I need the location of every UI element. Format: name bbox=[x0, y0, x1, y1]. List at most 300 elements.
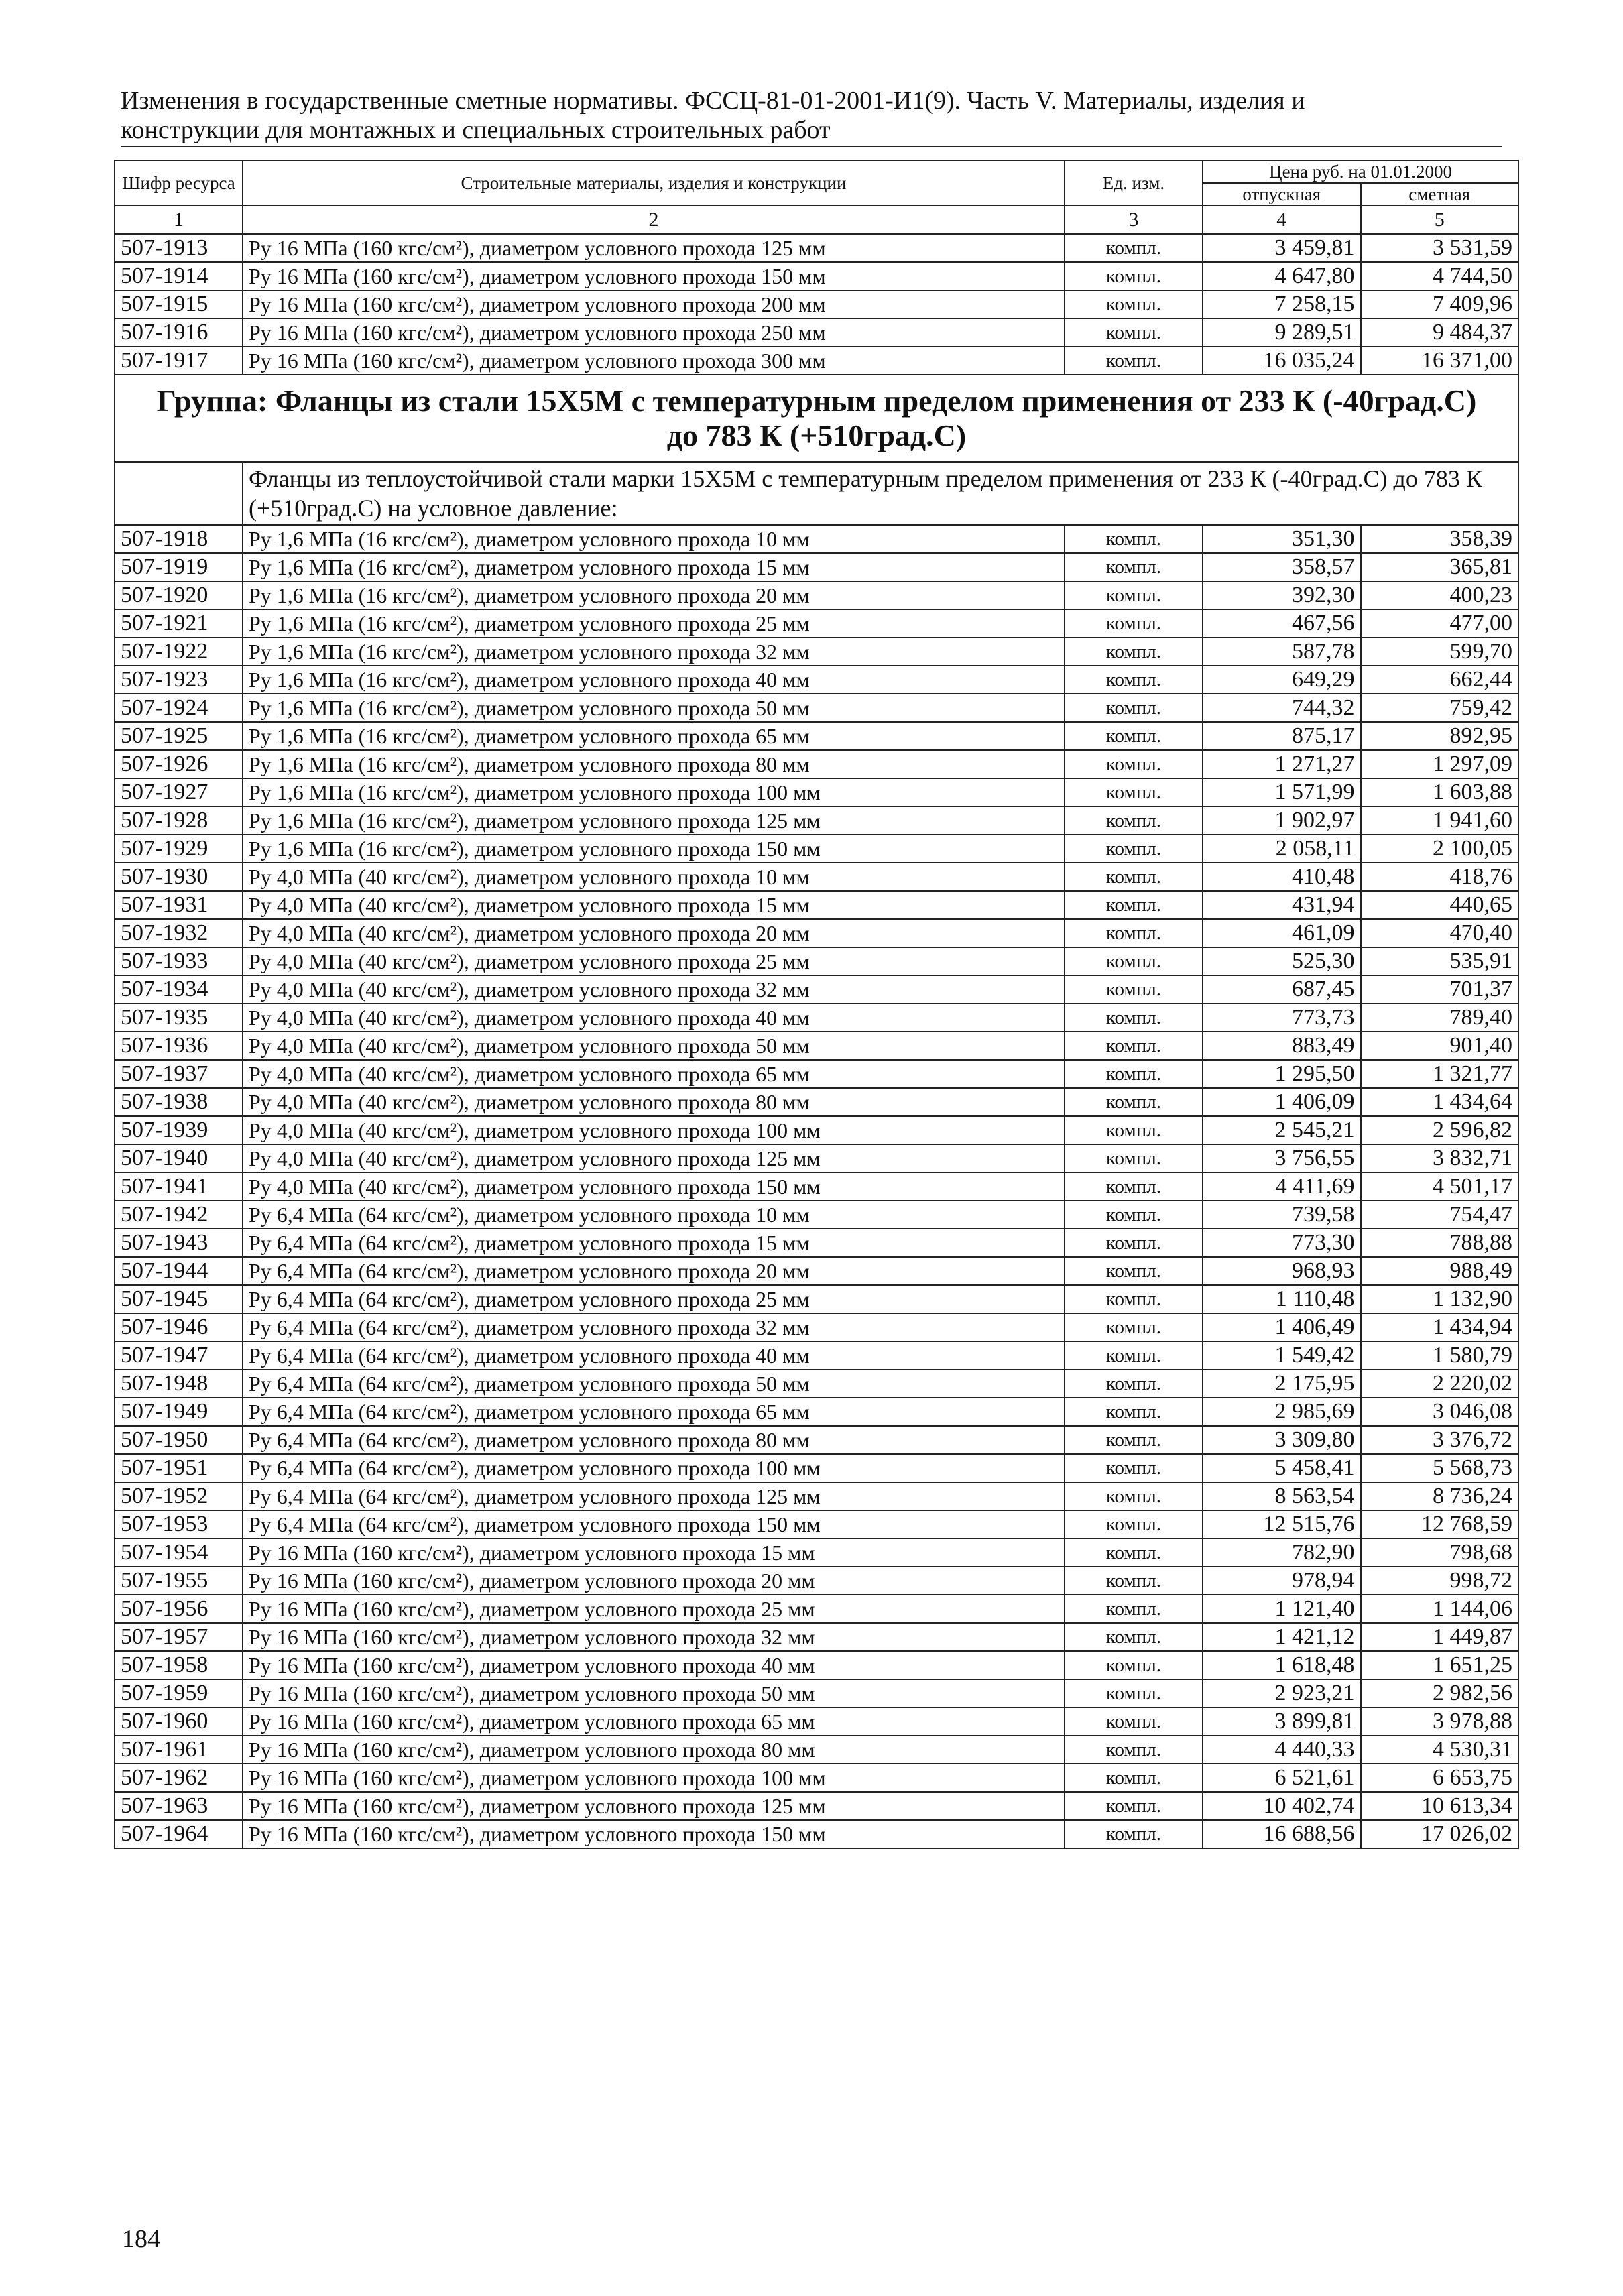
header-line-2: конструкции для монтажных и специальных строительных работ bbox=[121, 116, 831, 144]
release-price: 9 289,51 bbox=[1203, 318, 1360, 347]
release-price: 687,45 bbox=[1203, 975, 1360, 1004]
release-price: 1 121,40 bbox=[1203, 1595, 1360, 1623]
estimate-price: 440,65 bbox=[1361, 891, 1519, 919]
table-row bbox=[115, 1172, 1518, 1201]
resource-name: Ру 6,4 МПа (64 кгс/см²), диаметром условного прохода 100 мм bbox=[243, 1454, 1065, 1482]
release-price: 2 985,69 bbox=[1203, 1398, 1360, 1426]
table-row bbox=[115, 1229, 1518, 1257]
resource-code: 507-1952 bbox=[115, 1482, 243, 1510]
release-price: 1 406,49 bbox=[1203, 1313, 1360, 1341]
estimate-price: 4 530,31 bbox=[1361, 1736, 1519, 1764]
table-row bbox=[115, 1595, 1518, 1623]
column-number: 2 bbox=[243, 206, 1065, 234]
column-number: 4 bbox=[1203, 206, 1360, 234]
resource-code: 507-1948 bbox=[115, 1370, 243, 1398]
table-row bbox=[115, 919, 1518, 947]
resource-name: Ру 6,4 МПа (64 кгс/см²), диаметром условного прохода 10 мм bbox=[243, 1201, 1065, 1229]
header-line-1: Изменения в государственные сметные нормативы. ФССЦ-81-01-2001-И1(9). Часть V. Материалы, изделия и bbox=[121, 86, 1305, 115]
unit-cell: компл. bbox=[1065, 1285, 1203, 1313]
estimate-price: 662,44 bbox=[1361, 666, 1519, 694]
estimate-price: 798,68 bbox=[1361, 1538, 1519, 1567]
resource-code: 507-1957 bbox=[115, 1623, 243, 1651]
estimate-price: 3 832,71 bbox=[1361, 1144, 1519, 1172]
table-row bbox=[115, 1398, 1518, 1426]
unit-cell: компл. bbox=[1065, 234, 1203, 262]
release-price: 2 175,95 bbox=[1203, 1370, 1360, 1398]
release-price: 1 549,42 bbox=[1203, 1341, 1360, 1370]
resource-name: Ру 16 МПа (160 кгс/см²), диаметром условного прохода 50 мм bbox=[243, 1679, 1065, 1707]
resource-name: Ру 1,6 МПа (16 кгс/см²), диаметром условного прохода 40 мм bbox=[243, 666, 1065, 694]
unit-cell: компл. bbox=[1065, 1820, 1203, 1848]
resource-code: 507-1939 bbox=[115, 1116, 243, 1144]
resource-code: 507-1921 bbox=[115, 609, 243, 638]
unit-cell: компл. bbox=[1065, 1679, 1203, 1707]
release-price: 5 458,41 bbox=[1203, 1454, 1360, 1482]
resource-code: 507-1960 bbox=[115, 1707, 243, 1736]
table-row bbox=[115, 638, 1518, 666]
unit-cell: компл. bbox=[1065, 262, 1203, 290]
table-row bbox=[115, 1764, 1518, 1792]
estimate-price: 8 736,24 bbox=[1361, 1482, 1519, 1510]
release-price: 4 411,69 bbox=[1203, 1172, 1360, 1201]
estimate-price: 1 603,88 bbox=[1361, 778, 1519, 806]
resource-code: 507-1942 bbox=[115, 1201, 243, 1229]
table-row bbox=[115, 318, 1518, 347]
resource-name: Ру 4,0 МПа (40 кгс/см²), диаметром условного прохода 100 мм bbox=[243, 1116, 1065, 1144]
release-price: 3 459,81 bbox=[1203, 234, 1360, 262]
resource-name: Ру 16 МПа (160 кгс/см²), диаметром условного прохода 125 мм bbox=[243, 234, 1065, 262]
page-number: 184 bbox=[122, 2225, 160, 2253]
estimate-price: 477,00 bbox=[1361, 609, 1519, 638]
table-row bbox=[115, 1567, 1518, 1595]
resource-name: Ру 1,6 МПа (16 кгс/см²), диаметром условного прохода 125 мм bbox=[243, 806, 1065, 835]
unit-cell: компл. bbox=[1065, 891, 1203, 919]
resource-code: 507-1935 bbox=[115, 1004, 243, 1032]
header-price: Цена руб. на 01.01.2000 bbox=[1203, 160, 1518, 183]
unit-cell: компл. bbox=[1065, 290, 1203, 318]
estimate-price: 3 978,88 bbox=[1361, 1707, 1519, 1736]
table-row bbox=[115, 835, 1518, 863]
unit-cell: компл. bbox=[1065, 1088, 1203, 1116]
estimate-price: 1 321,77 bbox=[1361, 1060, 1519, 1088]
release-price: 883,49 bbox=[1203, 1032, 1360, 1060]
release-price: 16 035,24 bbox=[1203, 347, 1360, 375]
release-price: 351,30 bbox=[1203, 525, 1360, 553]
resource-code: 507-1961 bbox=[115, 1736, 243, 1764]
unit-cell: компл. bbox=[1065, 975, 1203, 1004]
unit-cell: компл. bbox=[1065, 1229, 1203, 1257]
group-title: Группа: Фланцы из стали 15Х5М с температурным пределом применения от 233 К (-40град.С) до 783 К (+510град.С) bbox=[115, 375, 1518, 462]
unit-cell: компл. bbox=[1065, 1567, 1203, 1595]
table-row bbox=[115, 1454, 1518, 1482]
unit-cell: компл. bbox=[1065, 1201, 1203, 1229]
table-row bbox=[115, 1651, 1518, 1679]
resource-code: 507-1926 bbox=[115, 750, 243, 778]
resource-name: Ру 4,0 МПа (40 кгс/см²), диаметром условного прохода 80 мм bbox=[243, 1088, 1065, 1116]
resource-name: Ру 16 МПа (160 кгс/см²), диаметром условного прохода 125 мм bbox=[243, 1792, 1065, 1820]
resource-code: 507-1927 bbox=[115, 778, 243, 806]
resource-name: Ру 16 МПа (160 кгс/см²), диаметром условного прохода 300 мм bbox=[243, 347, 1065, 375]
table-row bbox=[115, 1820, 1518, 1848]
unit-cell: компл. bbox=[1065, 919, 1203, 947]
estimate-price: 6 653,75 bbox=[1361, 1764, 1519, 1792]
release-price: 1 110,48 bbox=[1203, 1285, 1360, 1313]
group-description: Фланцы из теплоустойчивой стали марки 15Х5М с температурным пределом применения от 233 К (-40град.С) до 783 К (+510град.С) на условное давление: bbox=[243, 462, 1518, 525]
unit-cell: компл. bbox=[1065, 835, 1203, 863]
resource-code: 507-1956 bbox=[115, 1595, 243, 1623]
resource-name: Ру 6,4 МПа (64 кгс/см²), диаметром условного прохода 50 мм bbox=[243, 1370, 1065, 1398]
resource-name: Ру 6,4 МПа (64 кгс/см²), диаметром условного прохода 25 мм bbox=[243, 1285, 1065, 1313]
price-table bbox=[114, 160, 1519, 1849]
estimate-price: 3 531,59 bbox=[1361, 234, 1519, 262]
resource-name: Ру 4,0 МПа (40 кгс/см²), диаметром условного прохода 25 мм bbox=[243, 947, 1065, 975]
resource-name: Ру 1,6 МПа (16 кгс/см²), диаметром условного прохода 20 мм bbox=[243, 581, 1065, 609]
resource-code: 507-1917 bbox=[115, 347, 243, 375]
release-price: 410,48 bbox=[1203, 863, 1360, 891]
release-price: 587,78 bbox=[1203, 638, 1360, 666]
estimate-price: 358,39 bbox=[1361, 525, 1519, 553]
table-row bbox=[115, 1004, 1518, 1032]
group-rows bbox=[115, 525, 1518, 1848]
table-row bbox=[115, 666, 1518, 694]
release-price: 12 515,76 bbox=[1203, 1510, 1360, 1538]
resource-name: Ру 1,6 МПа (16 кгс/см²), диаметром условного прохода 10 мм bbox=[243, 525, 1065, 553]
unit-cell: компл. bbox=[1065, 1426, 1203, 1454]
unit-cell: компл. bbox=[1065, 1398, 1203, 1426]
estimate-price: 1 297,09 bbox=[1361, 750, 1519, 778]
estimate-price: 789,40 bbox=[1361, 1004, 1519, 1032]
release-price: 1 271,27 bbox=[1203, 750, 1360, 778]
resource-name: Ру 16 МПа (160 кгс/см²), диаметром условного прохода 40 мм bbox=[243, 1651, 1065, 1679]
estimate-price: 998,72 bbox=[1361, 1567, 1519, 1595]
table-row bbox=[115, 1313, 1518, 1341]
table-row bbox=[115, 609, 1518, 638]
release-price: 6 521,61 bbox=[1203, 1764, 1360, 1792]
resource-code: 507-1959 bbox=[115, 1679, 243, 1707]
table-row bbox=[115, 347, 1518, 375]
unit-cell: компл. bbox=[1065, 638, 1203, 666]
unit-cell: компл. bbox=[1065, 722, 1203, 750]
estimate-price: 7 409,96 bbox=[1361, 290, 1519, 318]
estimate-price: 701,37 bbox=[1361, 975, 1519, 1004]
table-row bbox=[115, 581, 1518, 609]
table-row bbox=[115, 975, 1518, 1004]
release-price: 2 058,11 bbox=[1203, 835, 1360, 863]
unit-cell: компл. bbox=[1065, 1736, 1203, 1764]
unit-cell: компл. bbox=[1065, 1032, 1203, 1060]
release-price: 16 688,56 bbox=[1203, 1820, 1360, 1848]
resource-name: Ру 4,0 МПа (40 кгс/см²), диаметром условного прохода 125 мм bbox=[243, 1144, 1065, 1172]
release-price: 2 545,21 bbox=[1203, 1116, 1360, 1144]
resource-name: Ру 6,4 МПа (64 кгс/см²), диаметром условного прохода 80 мм bbox=[243, 1426, 1065, 1454]
table-row bbox=[115, 234, 1518, 262]
resource-code: 507-1947 bbox=[115, 1341, 243, 1370]
resource-code: 507-1918 bbox=[115, 525, 243, 553]
unit-cell: компл. bbox=[1065, 1257, 1203, 1285]
release-price: 2 923,21 bbox=[1203, 1679, 1360, 1707]
estimate-price: 1 941,60 bbox=[1361, 806, 1519, 835]
estimate-price: 1 434,64 bbox=[1361, 1088, 1519, 1116]
resource-name: Ру 16 МПа (160 кгс/см²), диаметром условного прохода 32 мм bbox=[243, 1623, 1065, 1651]
estimate-price: 470,40 bbox=[1361, 919, 1519, 947]
resource-name: Ру 1,6 МПа (16 кгс/см²), диаметром условного прохода 100 мм bbox=[243, 778, 1065, 806]
resource-code: 507-1925 bbox=[115, 722, 243, 750]
resource-name: Ру 1,6 МПа (16 кгс/см²), диаметром условного прохода 65 мм bbox=[243, 722, 1065, 750]
estimate-price: 1 144,06 bbox=[1361, 1595, 1519, 1623]
estimate-price: 17 026,02 bbox=[1361, 1820, 1519, 1848]
table-row bbox=[115, 525, 1518, 553]
unit-cell: компл. bbox=[1065, 1595, 1203, 1623]
release-price: 773,73 bbox=[1203, 1004, 1360, 1032]
resource-code: 507-1938 bbox=[115, 1088, 243, 1116]
table-row bbox=[115, 1088, 1518, 1116]
resource-name: Ру 16 МПа (160 кгс/см²), диаметром условного прохода 20 мм bbox=[243, 1567, 1065, 1595]
group-description-row bbox=[115, 462, 1518, 525]
resource-code: 507-1953 bbox=[115, 1510, 243, 1538]
release-price: 1 421,12 bbox=[1203, 1623, 1360, 1651]
resource-code: 507-1928 bbox=[115, 806, 243, 835]
resource-code: 507-1922 bbox=[115, 638, 243, 666]
unit-cell: компл. bbox=[1065, 1116, 1203, 1144]
resource-name: Ру 6,4 МПа (64 кгс/см²), диаметром условного прохода 150 мм bbox=[243, 1510, 1065, 1538]
column-number: 5 bbox=[1361, 206, 1519, 234]
column-number: 1 bbox=[115, 206, 243, 234]
resource-code: 507-1946 bbox=[115, 1313, 243, 1341]
release-price: 3 309,80 bbox=[1203, 1426, 1360, 1454]
header-code: Шифр ресурса bbox=[115, 160, 243, 206]
estimate-price: 599,70 bbox=[1361, 638, 1519, 666]
resource-code: 507-1924 bbox=[115, 694, 243, 722]
unit-cell: компл. bbox=[1065, 1313, 1203, 1341]
resource-code: 507-1916 bbox=[115, 318, 243, 347]
table-row bbox=[115, 1736, 1518, 1764]
header-estimate-price: сметная bbox=[1361, 183, 1519, 206]
estimate-price: 988,49 bbox=[1361, 1257, 1519, 1285]
table-row bbox=[115, 1510, 1518, 1538]
release-price: 3 899,81 bbox=[1203, 1707, 1360, 1736]
release-price: 4 647,80 bbox=[1203, 262, 1360, 290]
estimate-price: 12 768,59 bbox=[1361, 1510, 1519, 1538]
unit-cell: компл. bbox=[1065, 750, 1203, 778]
unit-cell: компл. bbox=[1065, 1144, 1203, 1172]
release-price: 649,29 bbox=[1203, 666, 1360, 694]
release-price: 782,90 bbox=[1203, 1538, 1360, 1567]
top-rows bbox=[115, 234, 1518, 375]
table-row bbox=[115, 1370, 1518, 1398]
resource-name: Ру 4,0 МПа (40 кгс/см²), диаметром условного прохода 10 мм bbox=[243, 863, 1065, 891]
resource-code: 507-1934 bbox=[115, 975, 243, 1004]
resource-code: 507-1937 bbox=[115, 1060, 243, 1088]
estimate-price: 1 580,79 bbox=[1361, 1341, 1519, 1370]
resource-name: Ру 4,0 МПа (40 кгс/см²), диаметром условного прохода 65 мм bbox=[243, 1060, 1065, 1088]
table-row bbox=[115, 1679, 1518, 1707]
unit-cell: компл. bbox=[1065, 1651, 1203, 1679]
table-row bbox=[115, 1623, 1518, 1651]
resource-name: Ру 16 МПа (160 кгс/см²), диаметром условного прохода 200 мм bbox=[243, 290, 1065, 318]
table-row bbox=[115, 1144, 1518, 1172]
column-numbers-row bbox=[115, 206, 1518, 234]
estimate-price: 1 651,25 bbox=[1361, 1651, 1519, 1679]
unit-cell: компл. bbox=[1065, 525, 1203, 553]
release-price: 875,17 bbox=[1203, 722, 1360, 750]
header-unit: Ед. изм. bbox=[1065, 160, 1203, 206]
unit-cell: компл. bbox=[1065, 778, 1203, 806]
table-row bbox=[115, 722, 1518, 750]
table-row bbox=[115, 1341, 1518, 1370]
estimate-price: 2 596,82 bbox=[1361, 1116, 1519, 1144]
estimate-price: 16 371,00 bbox=[1361, 347, 1519, 375]
release-price: 467,56 bbox=[1203, 609, 1360, 638]
release-price: 1 571,99 bbox=[1203, 778, 1360, 806]
release-price: 1 406,09 bbox=[1203, 1088, 1360, 1116]
unit-cell: компл. bbox=[1065, 1707, 1203, 1736]
table-row bbox=[115, 750, 1518, 778]
resource-code: 507-1929 bbox=[115, 835, 243, 863]
release-price: 1 902,97 bbox=[1203, 806, 1360, 835]
resource-code: 507-1950 bbox=[115, 1426, 243, 1454]
resource-name: Ру 6,4 МПа (64 кгс/см²), диаметром условного прохода 65 мм bbox=[243, 1398, 1065, 1426]
estimate-price: 2 100,05 bbox=[1361, 835, 1519, 863]
estimate-price: 4 744,50 bbox=[1361, 262, 1519, 290]
resource-name: Ру 1,6 МПа (16 кгс/см²), диаметром условного прохода 15 мм bbox=[243, 553, 1065, 581]
table-row bbox=[115, 1792, 1518, 1820]
resource-code: 507-1943 bbox=[115, 1229, 243, 1257]
unit-cell: компл. bbox=[1065, 1060, 1203, 1088]
release-price: 1 295,50 bbox=[1203, 1060, 1360, 1088]
unit-cell: компл. bbox=[1065, 1623, 1203, 1651]
column-number: 3 bbox=[1065, 206, 1203, 234]
resource-code: 507-1940 bbox=[115, 1144, 243, 1172]
resource-name: Ру 16 МПа (160 кгс/см²), диаметром условного прохода 15 мм bbox=[243, 1538, 1065, 1567]
resource-name: Ру 1,6 МПа (16 кгс/см²), диаметром условного прохода 150 мм bbox=[243, 835, 1065, 863]
resource-name: Ру 4,0 МПа (40 кгс/см²), диаметром условного прохода 20 мм bbox=[243, 919, 1065, 947]
resource-name: Ру 4,0 МПа (40 кгс/см²), диаметром условного прохода 32 мм bbox=[243, 975, 1065, 1004]
resource-code: 507-1941 bbox=[115, 1172, 243, 1201]
resource-code: 507-1936 bbox=[115, 1032, 243, 1060]
table-row bbox=[115, 1426, 1518, 1454]
unit-cell: компл. bbox=[1065, 318, 1203, 347]
resource-name: Ру 16 МПа (160 кгс/см²), диаметром условного прохода 80 мм bbox=[243, 1736, 1065, 1764]
unit-cell: компл. bbox=[1065, 609, 1203, 638]
estimate-price: 2 982,56 bbox=[1361, 1679, 1519, 1707]
resource-name: Ру 1,6 МПа (16 кгс/см²), диаметром условного прохода 50 мм bbox=[243, 694, 1065, 722]
resource-code: 507-1954 bbox=[115, 1538, 243, 1567]
table-row bbox=[115, 806, 1518, 835]
release-price: 431,94 bbox=[1203, 891, 1360, 919]
resource-name: Ру 16 МПа (160 кгс/см²), диаметром условного прохода 100 мм bbox=[243, 1764, 1065, 1792]
header-release-price: отпускная bbox=[1203, 183, 1360, 206]
unit-cell: компл. bbox=[1065, 1482, 1203, 1510]
unit-cell: компл. bbox=[1065, 1370, 1203, 1398]
resource-name: Ру 4,0 МПа (40 кгс/см²), диаметром условного прохода 150 мм bbox=[243, 1172, 1065, 1201]
unit-cell: компл. bbox=[1065, 347, 1203, 375]
estimate-price: 3 046,08 bbox=[1361, 1398, 1519, 1426]
table-row bbox=[115, 1116, 1518, 1144]
resource-name: Ру 6,4 МПа (64 кгс/см²), диаметром условного прохода 32 мм bbox=[243, 1313, 1065, 1341]
resource-code: 507-1962 bbox=[115, 1764, 243, 1792]
group-section bbox=[115, 375, 1518, 525]
table-row bbox=[115, 262, 1518, 290]
release-price: 968,93 bbox=[1203, 1257, 1360, 1285]
resource-code: 507-1944 bbox=[115, 1257, 243, 1285]
resource-name: Ру 16 МПа (160 кгс/см²), диаметром условного прохода 150 мм bbox=[243, 1820, 1065, 1848]
unit-cell: компл. bbox=[1065, 1004, 1203, 1032]
table-row bbox=[115, 290, 1518, 318]
resource-code: 507-1945 bbox=[115, 1285, 243, 1313]
group-row bbox=[115, 375, 1518, 462]
estimate-price: 3 376,72 bbox=[1361, 1426, 1519, 1454]
estimate-price: 365,81 bbox=[1361, 553, 1519, 581]
table-row bbox=[115, 1707, 1518, 1736]
resource-code: 507-1933 bbox=[115, 947, 243, 975]
estimate-price: 1 132,90 bbox=[1361, 1285, 1519, 1313]
table-row bbox=[115, 694, 1518, 722]
resource-name: Ру 16 МПа (160 кгс/см²), диаметром условного прохода 65 мм bbox=[243, 1707, 1065, 1736]
resource-name: Ру 16 МПа (160 кгс/см²), диаметром условного прохода 250 мм bbox=[243, 318, 1065, 347]
estimate-price: 400,23 bbox=[1361, 581, 1519, 609]
release-price: 739,58 bbox=[1203, 1201, 1360, 1229]
table-header-row bbox=[115, 160, 1518, 183]
resource-name: Ру 1,6 МПа (16 кгс/см²), диаметром условного прохода 25 мм bbox=[243, 609, 1065, 638]
table-row bbox=[115, 891, 1518, 919]
unit-cell: компл. bbox=[1065, 1454, 1203, 1482]
group-description-empty-cell bbox=[115, 462, 243, 525]
release-price: 392,30 bbox=[1203, 581, 1360, 609]
estimate-price: 759,42 bbox=[1361, 694, 1519, 722]
table-row bbox=[115, 778, 1518, 806]
release-price: 461,09 bbox=[1203, 919, 1360, 947]
header-name: Строительные материалы, изделия и конструкции bbox=[243, 160, 1065, 206]
unit-cell: компл. bbox=[1065, 666, 1203, 694]
estimate-price: 1 434,94 bbox=[1361, 1313, 1519, 1341]
estimate-price: 9 484,37 bbox=[1361, 318, 1519, 347]
unit-cell: компл. bbox=[1065, 1172, 1203, 1201]
resource-code: 507-1914 bbox=[115, 262, 243, 290]
release-price: 358,57 bbox=[1203, 553, 1360, 581]
table-row bbox=[115, 553, 1518, 581]
resource-code: 507-1963 bbox=[115, 1792, 243, 1820]
table-row bbox=[115, 1257, 1518, 1285]
estimate-price: 5 568,73 bbox=[1361, 1454, 1519, 1482]
resource-name: Ру 1,6 МПа (16 кгс/см²), диаметром условного прохода 32 мм bbox=[243, 638, 1065, 666]
estimate-price: 535,91 bbox=[1361, 947, 1519, 975]
estimate-price: 2 220,02 bbox=[1361, 1370, 1519, 1398]
release-price: 773,30 bbox=[1203, 1229, 1360, 1257]
resource-name: Ру 4,0 МПа (40 кгс/см²), диаметром условного прохода 40 мм bbox=[243, 1004, 1065, 1032]
resource-name: Ру 6,4 МПа (64 кгс/см²), диаметром условного прохода 125 мм bbox=[243, 1482, 1065, 1510]
unit-cell: компл. bbox=[1065, 947, 1203, 975]
document-header bbox=[121, 86, 1502, 147]
estimate-price: 754,47 bbox=[1361, 1201, 1519, 1229]
release-price: 978,94 bbox=[1203, 1567, 1360, 1595]
unit-cell: компл. bbox=[1065, 1792, 1203, 1820]
table-row bbox=[115, 1032, 1518, 1060]
resource-code: 507-1920 bbox=[115, 581, 243, 609]
resource-name: Ру 6,4 МПа (64 кгс/см²), диаметром условного прохода 15 мм bbox=[243, 1229, 1065, 1257]
release-price: 744,32 bbox=[1203, 694, 1360, 722]
resource-code: 507-1964 bbox=[115, 1820, 243, 1848]
resource-name: Ру 16 МПа (160 кгс/см²), диаметром условного прохода 150 мм bbox=[243, 262, 1065, 290]
unit-cell: компл. bbox=[1065, 863, 1203, 891]
resource-name: Ру 6,4 МПа (64 кгс/см²), диаметром условного прохода 20 мм bbox=[243, 1257, 1065, 1285]
table-row bbox=[115, 1482, 1518, 1510]
resource-code: 507-1949 bbox=[115, 1398, 243, 1426]
estimate-price: 892,95 bbox=[1361, 722, 1519, 750]
resource-name: Ру 4,0 МПа (40 кгс/см²), диаметром условного прохода 15 мм bbox=[243, 891, 1065, 919]
release-price: 10 402,74 bbox=[1203, 1792, 1360, 1820]
release-price: 7 258,15 bbox=[1203, 290, 1360, 318]
resource-code: 507-1955 bbox=[115, 1567, 243, 1595]
